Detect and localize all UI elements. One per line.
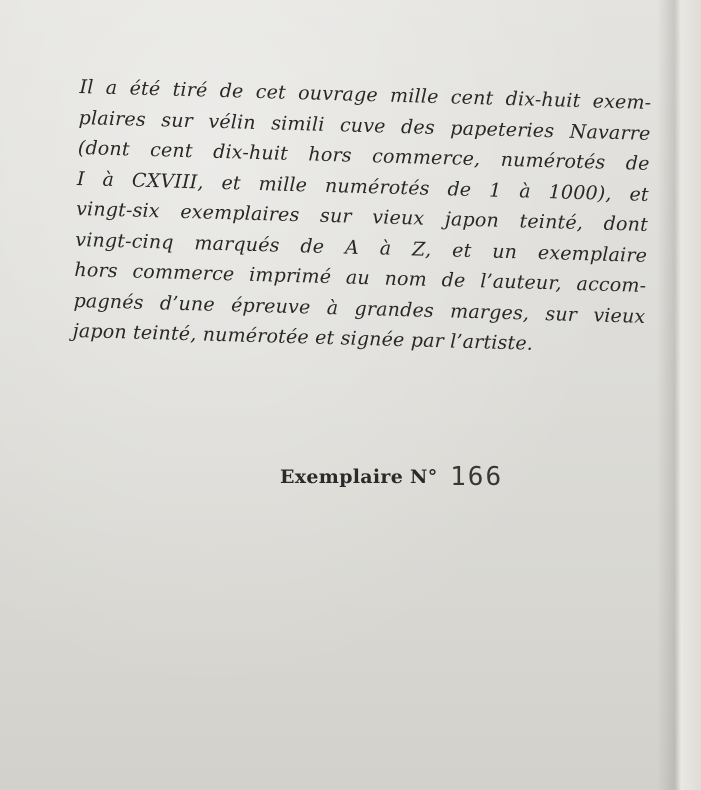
colophon-text bbox=[72, 72, 651, 362]
colophon-line: (dont cent dix-huit hors commerce, numérotés de bbox=[77, 136, 650, 175]
colophon-line: japon teinté, numérotée et signée par l’artiste. bbox=[72, 319, 534, 355]
colophon-line: hors commerce imprimé au nom de l’auteur, accom- bbox=[74, 258, 647, 297]
colophon-line: pagnés d’une épreuve à grandes marges, sur vieux bbox=[73, 289, 646, 328]
copy-number bbox=[280, 460, 503, 490]
colophon-line: I à CXVIII, et mille numérotés de 1 à 1000), et bbox=[76, 167, 650, 206]
colophon-line: vingt-cinq marqués de A à Z, et un exemplaire bbox=[75, 228, 648, 267]
copy-number-value: 166 bbox=[450, 462, 504, 492]
colophon-line: vingt-six exemplaires sur vieux japon teinté, dont bbox=[75, 197, 649, 236]
page-edge-shadow bbox=[657, 0, 701, 790]
colophon-line: plaires sur vélin simili cuve des papeteries Navarre bbox=[78, 106, 651, 145]
copy-number-label: Exemplaire N° bbox=[280, 466, 438, 488]
colophon-line: Il a été tiré de cet ouvrage mille cent dix-huit exem- bbox=[79, 75, 652, 114]
